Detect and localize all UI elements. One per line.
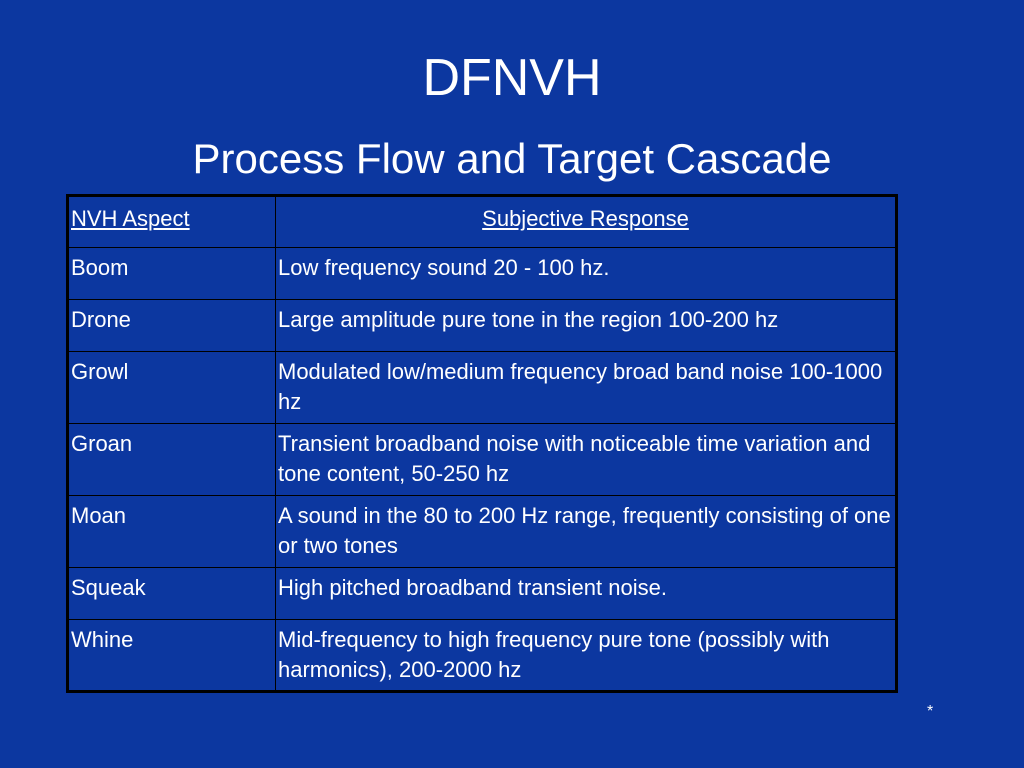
table-row (68, 620, 897, 692)
aspect-cell: Groan (68, 424, 276, 496)
table-header-row (68, 196, 897, 248)
aspect-cell: Squeak (68, 568, 276, 620)
aspect-cell: Moan (68, 496, 276, 568)
response-cell: Low frequency sound 20 - 100 hz. (276, 248, 897, 300)
header-subjective-response: Subjective Response (276, 196, 897, 248)
table-row (68, 248, 897, 300)
response-cell: Large amplitude pure tone in the region 100-200 hz (276, 300, 897, 352)
response-cell: Mid-frequency to high frequency pure tone (possibly with harmonics), 200-2000 hz (276, 620, 897, 692)
aspect-cell: Growl (68, 352, 276, 424)
nvh-table (66, 194, 898, 693)
table-row (68, 496, 897, 568)
response-cell: A sound in the 80 to 200 Hz range, frequently consisting of one or two tones (276, 496, 897, 568)
slide-subtitle: Process Flow and Target Cascade (192, 135, 832, 182)
aspect-cell: Drone (68, 300, 276, 352)
table-row (68, 568, 897, 620)
aspect-cell: Boom (68, 248, 276, 300)
table-row (68, 300, 897, 352)
response-cell: High pitched broadband transient noise. (276, 568, 897, 620)
aspect-cell: Whine (68, 620, 276, 692)
table-row (68, 424, 897, 496)
footnote-marker: * (927, 703, 934, 720)
response-cell: Transient broadband noise with noticeable time variation and tone content, 50-250 hz (276, 424, 897, 496)
header-nvh-aspect: NVH Aspect (68, 196, 276, 248)
slide-title: DFNVH (422, 49, 602, 107)
response-cell: Modulated low/medium frequency broad band noise 100-1000 hz (276, 352, 897, 424)
table-row (68, 352, 897, 424)
nvh-table-container (66, 194, 898, 693)
